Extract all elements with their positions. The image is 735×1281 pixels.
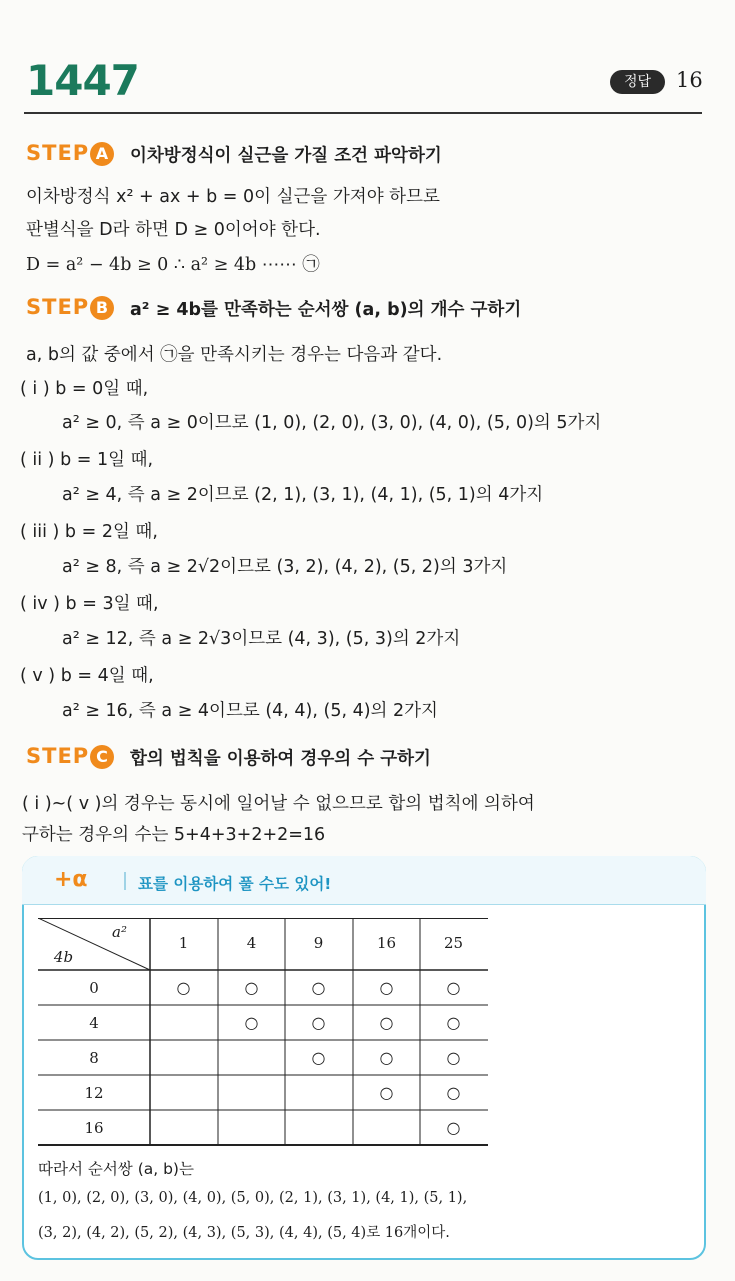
table-cell: ○ — [446, 1083, 461, 1102]
table-row-header: 8 — [89, 1049, 99, 1067]
case-body: a² ≥ 16, 즉 a ≥ 4이므로 (4, 4), (5, 4)의 2가지 — [62, 701, 438, 721]
table-cell: ○ — [244, 1013, 259, 1032]
step-letter-badge: B — [90, 296, 114, 320]
tip-title: 표를 이용하여 풀 수도 있어! — [138, 875, 332, 893]
table-cell: ○ — [379, 978, 394, 997]
step-c-line-1: ( i )~( v )의 경우는 동시에 일어날 수 없으므로 합의 법칙에 의하여 — [22, 794, 535, 814]
step-letter-badge: C — [90, 745, 114, 769]
case-body: a² ≥ 4, 즉 a ≥ 2이므로 (2, 1), (3, 1), (4, 1), (5, 1)의 4가지 — [62, 485, 544, 505]
table-cell: ○ — [176, 978, 191, 997]
table-row-header: 4 — [89, 1014, 99, 1032]
table-cell: ○ — [379, 1083, 394, 1102]
case-head: ( v ) b = 4일 때, — [20, 666, 154, 686]
table-cell: ○ — [446, 1048, 461, 1067]
case-body: a² ≥ 8, 즉 a ≥ 2√2이므로 (3, 2), (4, 2), (5, 2)의 3가지 — [62, 557, 508, 577]
conclusion-line-2: (1, 0), (2, 0), (3, 0), (4, 0), (5, 0), (2, 1), (3, 1), (4, 1), (5, 1), — [38, 1190, 468, 1206]
case-head: ( iv ) b = 3일 때, — [20, 594, 159, 614]
step-label: STEP — [26, 295, 90, 319]
table-cell: ○ — [311, 1048, 326, 1067]
table-corner-top: a² — [112, 923, 127, 941]
table-row-header: 12 — [84, 1084, 104, 1102]
table-corner-bottom: 4b — [53, 948, 74, 966]
table-row-header: 16 — [84, 1119, 104, 1137]
table-cell: ○ — [446, 1118, 461, 1137]
step-letter-badge: A — [90, 142, 114, 166]
conclusion-line-3: (3, 2), (4, 2), (5, 2), (4, 3), (5, 3), (4, 4), (5, 4)로 16개이다. — [38, 1225, 450, 1241]
conclusion-line-1: 따라서 순서쌍 (a, b)는 — [38, 1160, 194, 1178]
step-b-intro: a, b의 값 중에서 ㉠을 만족시키는 경우는 다음과 같다. — [26, 345, 443, 365]
step-a-line-3: D = a² − 4b ≥ 0 ∴ a² ≥ 4b ⋯⋯ ㉠ — [26, 255, 320, 275]
case-head: ( iii ) b = 2일 때, — [20, 522, 158, 542]
table-cell: ○ — [379, 1048, 394, 1067]
step-label: STEP — [26, 744, 90, 768]
table-cell: ○ — [379, 1013, 394, 1032]
table-cell: ○ — [311, 978, 326, 997]
step-a-line-1: 이차방정식 x² + ax + b = 0이 실근을 가져야 하므로 — [26, 187, 440, 207]
step-a-line-2: 판별식을 D라 하면 D ≥ 0이어야 한다. — [26, 220, 321, 240]
table-column-header: 16 — [376, 934, 397, 952]
step-title: 합의 법칙을 이용하여 경우의 수 구하기 — [130, 749, 431, 769]
problem-number: 1447 — [26, 56, 139, 105]
tip-separator — [124, 872, 126, 890]
case-head: ( ii ) b = 1일 때, — [20, 450, 154, 470]
table-cell: ○ — [311, 1013, 326, 1032]
plus-alpha-icon: +α — [54, 867, 88, 892]
header-divider — [24, 112, 702, 114]
step-label: STEP — [26, 141, 90, 165]
case-body: a² ≥ 0, 즉 a ≥ 0이므로 (1, 0), (2, 0), (3, 0), (4, 0), (5, 0)의 5가지 — [62, 413, 602, 433]
table-column-header: 25 — [443, 934, 464, 952]
step-title: 이차방정식이 실근을 가질 조건 파악하기 — [130, 146, 442, 166]
case-head: ( i ) b = 0일 때, — [20, 379, 149, 399]
table-cell: ○ — [244, 978, 259, 997]
table-column-header: 1 — [178, 934, 189, 952]
table-cell: ○ — [446, 978, 461, 997]
table-column-header: 4 — [246, 934, 257, 952]
table-cell: ○ — [446, 1013, 461, 1032]
answer-badge: 정답 — [610, 70, 665, 94]
case-table — [38, 918, 488, 1146]
answer-value: 16 — [676, 68, 703, 92]
table-column-header: 9 — [313, 934, 324, 952]
table-grid — [38, 918, 488, 1146]
step-title: a² ≥ 4b를 만족하는 순서쌍 (a, b)의 개수 구하기 — [130, 300, 522, 320]
step-c-line-2: 구하는 경우의 수는 5+4+3+2+2=16 — [22, 825, 326, 845]
case-body: a² ≥ 12, 즉 a ≥ 2√3이므로 (4, 3), (5, 3)의 2가지 — [62, 629, 461, 649]
table-row-header: 0 — [89, 979, 99, 997]
